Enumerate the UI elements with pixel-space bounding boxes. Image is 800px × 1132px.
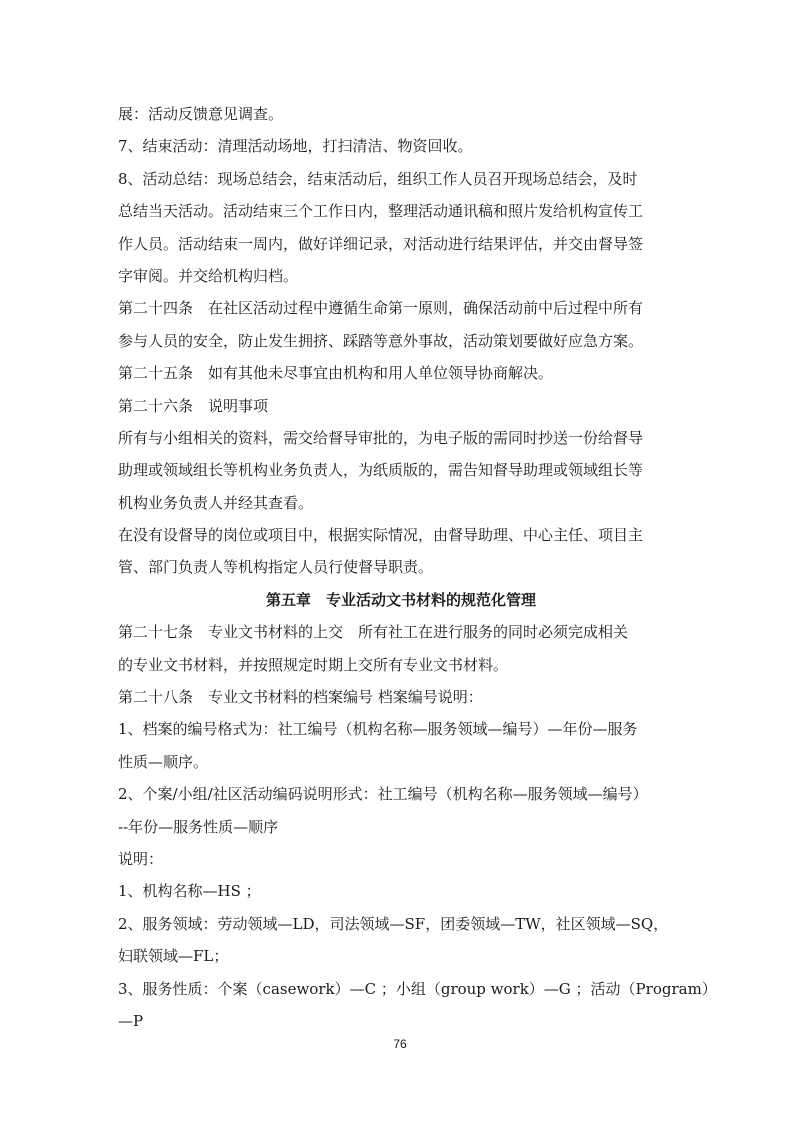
body-line: 8、活动总结：现场总结会，结束活动后，组织工作人员召开现场总结会，及时 xyxy=(118,169,638,188)
body-line: 参与人员的安全，防止发生拥挤、踩踏等意外事故，活动策划要做好应急方案。 xyxy=(118,331,644,350)
document-body xyxy=(118,98,717,1037)
body-line: 作人员。活动结束一周内，做好详细记录，对活动进行结果评估，并交由督导签 xyxy=(118,234,644,253)
body-line: --年份—服务性质—顺序 xyxy=(118,817,279,836)
body-line: 第二十八条 专业文书材料的档案编号 档案编号说明： xyxy=(118,688,483,707)
body-line: 性质—顺序。 xyxy=(118,752,209,771)
body-line: 第二十七条 专业文书材料的上交 所有社工在进行服务的同时必须完成相关 xyxy=(118,623,629,642)
body-line: 说明： xyxy=(118,849,164,868)
body-line: 第二十六条 说明事项 xyxy=(118,396,269,415)
body-line: 第二十五条 如有其他未尽事宜由机构和用人单位领导协商解决。 xyxy=(118,364,554,383)
body-line: 总结当天活动。活动结束三个工作日内，整理活动通讯稿和照片发给机构宣传工 xyxy=(118,202,644,221)
body-line: 所有与小组相关的资料，需交给督导审批的，为电子版的需同时抄送一份给督导 xyxy=(118,428,644,447)
body-line: 7、结束活动：清理活动场地，打扫清洁、物资回收。 xyxy=(118,137,473,156)
body-line: 2、服务领域：劳动领域—LD，司法领域—SF，团委领域—TW，社区领域—SQ， xyxy=(118,914,669,933)
body-line: 机构业务负责人并经其查看。 xyxy=(118,493,314,512)
body-line: 2、个案/小组/社区活动编码说明形式：社工编号（机构名称—服务领域—编号） xyxy=(118,785,648,804)
page-number: 76 xyxy=(393,1037,407,1051)
body-line: 妇联领域—FL； xyxy=(118,947,229,966)
body-line: 在没有设督导的岗位或项目中，根据实际情况，由督导助理、中心主任、项目主 xyxy=(118,526,644,545)
body-line: 的专业文书材料，并按照规定时期上交所有专业文书材料。 xyxy=(118,655,509,674)
body-line: 1、档案的编号格式为：社工编号（机构名称—服务领域—编号）—年份—服务 xyxy=(118,720,638,739)
body-line: 第二十四条 在社区活动过程中遵循生命第一原则，确保活动前中后过程中所有 xyxy=(118,299,644,318)
body-line: 管、部门负责人等机构指定人员行使督导职责。 xyxy=(118,558,434,577)
body-line: 字审阅。并交给机构归档。 xyxy=(118,266,299,285)
body-line: 助理或领域组长等机构业务负责人，为纸质版的，需告知督导助理或领域组长等 xyxy=(118,461,644,480)
body-line: —P xyxy=(118,1011,144,1030)
body-line: 3、服务性质：个案（casework）—C ；小组（group work）—G ；活动（Program） xyxy=(118,979,717,998)
chapter-heading: 第五章 专业活动文书材料的规范化管理 xyxy=(265,590,536,609)
body-line: 1、机构名称—HS ； xyxy=(118,882,261,901)
body-line: 展：活动反馈意见调查。 xyxy=(118,105,284,123)
